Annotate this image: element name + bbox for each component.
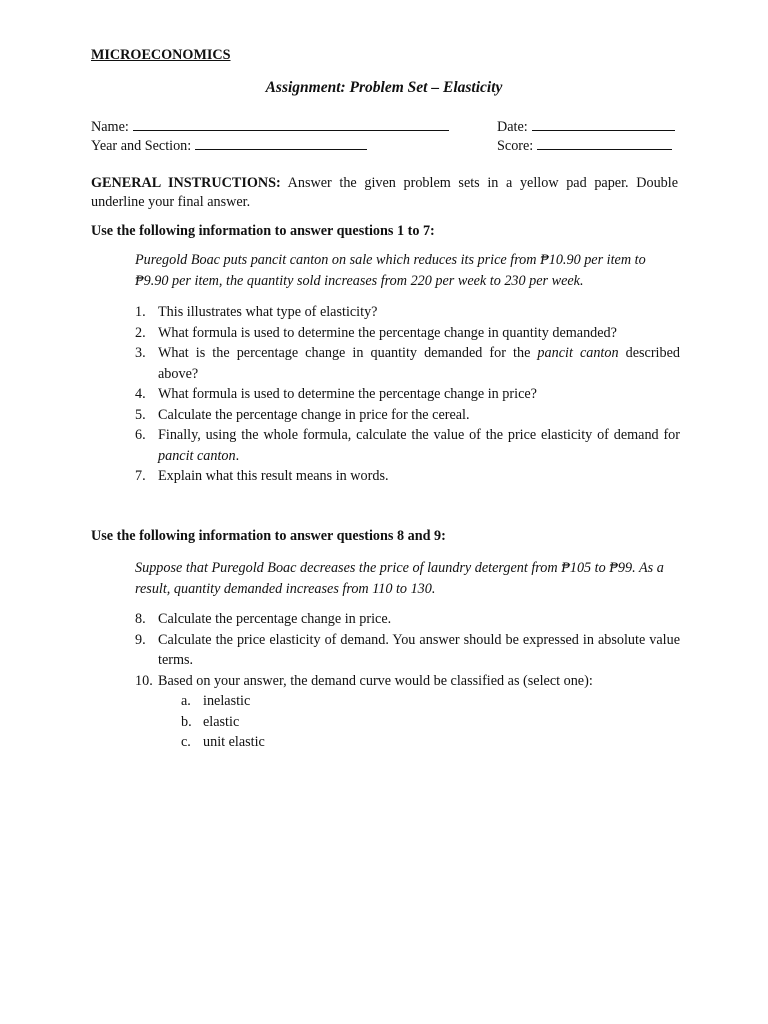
part2-scenario: Suppose that Puregold Boac decreases the price of laundry detergent from ₱105 to ₱99. As a result, quantity demanded increases from 110 to 130.: [135, 560, 664, 597]
score-label: Score:: [497, 138, 534, 154]
name-field: [91, 118, 449, 136]
date-label: Date:: [497, 119, 528, 135]
question-text: Calculate the price elasticity of demand. You answer should be expressed in absolute value terms.: [158, 631, 680, 668]
question-number: 4.: [135, 386, 146, 402]
part2-heading: Use the following information to answer questions 8 and 9:: [91, 528, 446, 544]
question-number: 10.: [135, 672, 153, 689]
year-section-blank-line: [195, 137, 367, 150]
part1-question-list: [135, 302, 680, 487]
answer-option: [181, 691, 265, 712]
question-number: 6.: [135, 427, 146, 443]
question-text: This illustrates what type of elasticity?: [158, 304, 378, 320]
question-number: 7.: [135, 468, 146, 484]
part2-question-list: [135, 609, 680, 691]
part1-scenario: Puregold Boac puts pancit canton on sale which reduces its price from ₱10.90 per item to ₱9.90 per item, the quantity sold increases from 220 per week to 230 per week.: [135, 252, 646, 289]
question-text-part: described above?: [158, 345, 680, 382]
question-number: 5.: [135, 406, 146, 423]
question-text: Calculate the percentage change in price.: [158, 611, 392, 627]
course-title: MICROECONOMICS: [91, 47, 231, 63]
general-instructions-label: GENERAL INSTRUCTIONS:: [91, 175, 281, 191]
score-blank-line: [537, 137, 672, 150]
general-instructions: [91, 174, 678, 212]
question-item: [135, 425, 680, 466]
option-text: unit elastic: [203, 734, 265, 751]
question-number: 1.: [135, 304, 146, 320]
question-text-part: .: [235, 447, 240, 464]
question-item: [135, 343, 680, 384]
score-field: [497, 137, 672, 155]
date-blank-line: [532, 118, 675, 131]
answer-option: [181, 732, 265, 753]
question-number: 2.: [135, 324, 146, 341]
question-text-emphasis: pancit canton: [537, 345, 619, 361]
question-text: Based on your answer, the demand curve would be classified as (select one):: [158, 672, 593, 689]
option-letter: a.: [181, 693, 191, 709]
question-text-emphasis: pancit canton: [158, 447, 236, 464]
general-instructions-text: Answer the given problem sets in a yellow pad paper. Double underline your final answer.: [91, 175, 678, 210]
year-section-field: [91, 137, 367, 155]
question-text: Calculate the percentage change in price for the cereal.: [158, 406, 470, 423]
question-item: [135, 302, 680, 323]
question-text: What formula is used to determine the percentage change in quantity demanded?: [158, 324, 617, 341]
year-section-label: Year and Section:: [91, 138, 192, 154]
assignment-title: Assignment: Problem Set – Elasticity: [265, 79, 503, 96]
question-item: [135, 466, 680, 487]
question-text: Explain what this result means in words.: [158, 468, 389, 484]
question-text-part: Finally, using the whole formula, calculate the value of the price elasticity of demand for: [158, 427, 680, 443]
question-item: [135, 609, 680, 630]
name-blank-line: [133, 118, 449, 131]
part1-heading: Use the following information to answer questions 1 to 7:: [91, 223, 435, 239]
question-text: What formula is used to determine the percentage change in price?: [158, 386, 537, 402]
question-item: [135, 384, 680, 405]
question-text-part: What is the percentage change in quantity demanded for the: [158, 345, 538, 361]
name-label: Name:: [91, 119, 129, 135]
question-text: [158, 343, 680, 384]
question-item: [135, 323, 680, 344]
question-number: 9.: [135, 631, 146, 648]
question-item: [135, 671, 680, 692]
question-number: 3.: [135, 345, 146, 361]
option-letter: b.: [181, 713, 192, 730]
answer-options-list: [181, 691, 265, 753]
option-text: inelastic: [203, 693, 251, 709]
question-number: 8.: [135, 611, 146, 627]
question-text: [158, 425, 680, 466]
option-text: elastic: [203, 713, 240, 730]
question-item: [135, 630, 680, 671]
answer-option: [181, 712, 265, 733]
question-item: [135, 405, 680, 426]
date-field: [497, 118, 675, 136]
option-letter: c.: [181, 734, 191, 751]
